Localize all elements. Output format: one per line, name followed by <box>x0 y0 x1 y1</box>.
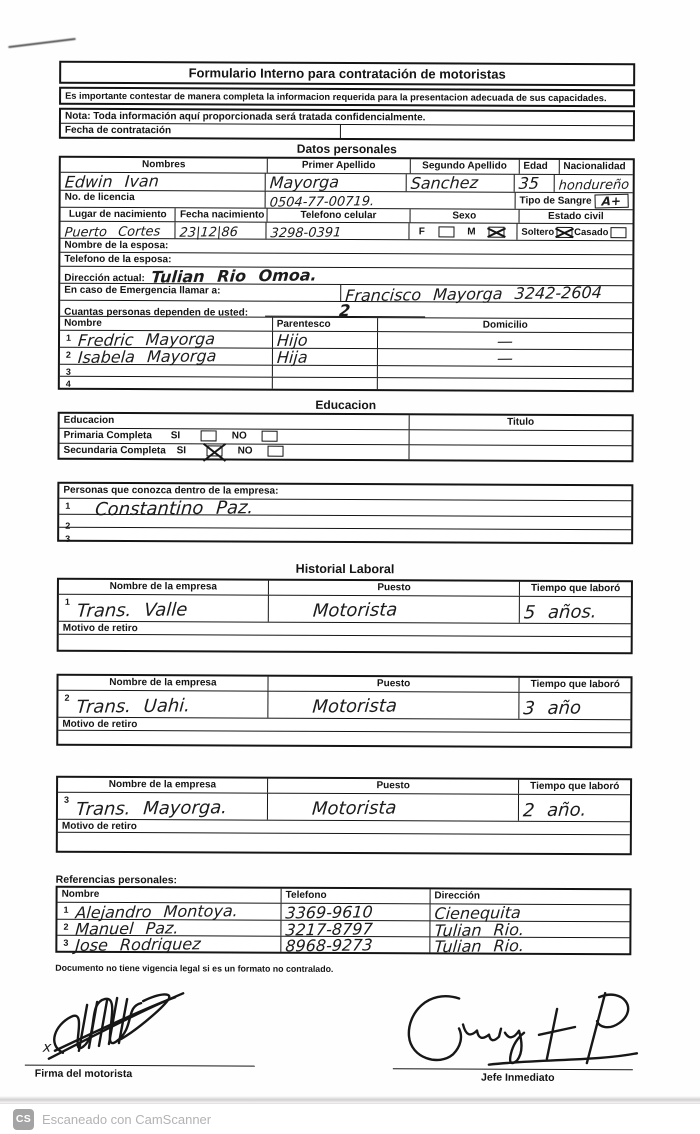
casado-checkbox[interactable] <box>610 227 626 238</box>
estado-civil-field <box>516 224 632 241</box>
dependen-field <box>60 300 632 321</box>
intro-note: Es importante contestar de manera completa la informacion requerida para la presentacion adecuada de sus capacidades. <box>59 87 635 108</box>
tiempo-value: 3 año <box>523 697 583 720</box>
lugar-nacimiento-header: Lugar de nacimiento <box>68 208 167 221</box>
referencia-direccion-header: Dirección <box>429 889 629 904</box>
segundo-apellido-value: Sanchez <box>410 172 479 193</box>
referencia-nombre-value: Alejandro Montoya. <box>74 901 239 923</box>
referencia-telefono-value: 8968-9273 <box>284 935 374 956</box>
row-number: 1 <box>65 332 72 343</box>
dependiente-domicilio-value: — <box>496 348 514 368</box>
edad-header: Edad <box>518 160 558 174</box>
firma-motorista-label: Firma del motorista <box>34 1067 133 1081</box>
nombres-value: Edwin Ivan <box>64 171 160 192</box>
camscanner-text: Escaneado con CamScanner <box>42 1111 212 1127</box>
fecha-contratacion-label: Fecha de contratación <box>61 124 341 138</box>
puesto-header: Puesto <box>268 581 520 596</box>
soltero-checkbox[interactable] <box>556 226 572 237</box>
camscanner-bar <box>0 1103 700 1134</box>
tiempo-header: Tiempo que laboró <box>518 780 630 794</box>
direccion-label: Dirección actual: <box>64 272 145 285</box>
dependiente-row <box>60 347 632 366</box>
motivo-retiro-value <box>59 635 631 652</box>
puesto-value: Motorista <box>311 599 398 622</box>
form-title: Formulario Interno para contratación de motoristas <box>59 61 635 87</box>
no-label: NO <box>237 445 253 457</box>
primer-apellido-value: Mayorga <box>268 172 340 193</box>
referencia-nombre-value: Manuel Paz. <box>74 918 180 939</box>
referencia-row <box>57 934 629 957</box>
puesto-value: Motorista <box>311 695 398 718</box>
no-label: NO <box>231 430 247 442</box>
referencia-direccion-value: Tulian Rio. <box>433 935 525 957</box>
sexo-m-checkbox[interactable] <box>489 226 505 237</box>
primaria-si-checkbox[interactable] <box>201 430 217 441</box>
historial-entry <box>57 578 633 655</box>
lugar-nacimiento-value: Puerto Cortes <box>63 224 161 241</box>
tipo-sangre-box <box>594 194 628 209</box>
licencia-value: 0504-77-00719. <box>269 194 375 211</box>
edad-value: 35 <box>517 173 540 193</box>
dependiente-nombre-value: Isabela Mayorga <box>77 346 218 368</box>
referencia-direccion-value: Tulian Rio. <box>433 919 525 941</box>
primaria-no-checkbox[interactable] <box>262 431 278 442</box>
sexo-header: Sexo <box>409 209 518 222</box>
row-number: 3 <box>63 937 69 948</box>
conocido-row <box>59 527 631 542</box>
dependen-label: Cuantas personas dependen de usted: <box>64 306 249 319</box>
referencias-label: Referencias personales: <box>55 873 178 887</box>
licencia-label: No. de licencia <box>64 191 135 204</box>
dependiente-domicilio-header: Domicilio <box>377 318 632 332</box>
dependiente-parentesco-value: Hija <box>275 347 309 367</box>
primer-apellido-header: Primer Apellido <box>267 159 410 174</box>
segundo-apellido-header: Segundo Apellido <box>410 159 519 173</box>
motivo-retiro-label: Motivo de retiro <box>62 622 138 635</box>
fecha-contratacion-value <box>341 125 633 139</box>
referencia-nombre-header: Nombre <box>61 888 100 900</box>
sexo-m-label: M <box>467 226 476 238</box>
esposa-nombre-label: Nombre de la esposa: <box>64 239 169 252</box>
nombres-header: Nombres <box>142 159 186 171</box>
soltero-label: Soltero <box>521 226 555 238</box>
motivo-retiro-value <box>58 833 630 853</box>
puesto-header: Puesto <box>267 677 519 692</box>
primaria-label: Primaria Completa <box>63 429 152 442</box>
motivo-retiro-value <box>58 731 630 746</box>
secundaria-field <box>59 444 408 460</box>
secundaria-no-checkbox[interactable] <box>267 446 283 457</box>
row-number: 1 <box>65 500 71 511</box>
historial-entry <box>56 776 632 856</box>
form-document <box>34 61 635 1085</box>
dependiente-nombre-header: Nombre <box>64 317 102 329</box>
tiempo-header: Tiempo que laboró <box>519 582 631 596</box>
conocido-row <box>59 497 631 521</box>
legal-note: Documento no tiene vigencia legal si es un formato no contralado. <box>55 962 334 974</box>
tipo-sangre-field <box>515 193 633 210</box>
sexo-f-label: F <box>418 225 425 237</box>
jefe-inmediato-label: Jefe Inmediato <box>481 1071 555 1084</box>
motivo-retiro-label: Motivo de retiro <box>61 820 137 833</box>
empresa-header: Nombre de la empresa <box>109 676 217 689</box>
dependiente-parentesco-header: Parentesco <box>272 318 378 331</box>
si-label: SI <box>170 430 181 442</box>
row-number: 2 <box>65 520 71 531</box>
sexo-field <box>408 223 516 239</box>
historial-heading: Historial Laboral <box>295 561 395 577</box>
row-number: 3 <box>65 366 71 377</box>
empresa-header: Nombre de la empresa <box>108 778 217 791</box>
conocidos-label: Personas que conozca dentro de la empresa: <box>63 484 279 497</box>
row-number: 2 <box>65 349 71 360</box>
nacionalidad-value: hondureño <box>557 177 630 194</box>
empresa-value: Trans. Valle <box>76 599 189 622</box>
dependiente-parentesco-value: Hijo <box>275 330 309 350</box>
fecha-nacimiento-header: Fecha nacimiento <box>175 208 267 221</box>
motorista-signature-block <box>25 979 275 1083</box>
puesto-value: Motorista <box>310 797 398 820</box>
primaria-titulo-value <box>408 430 631 445</box>
tiempo-value: 5 años. <box>523 601 598 624</box>
referencia-telefono-value: 3369-9610 <box>284 902 374 923</box>
historial-entry <box>56 674 632 749</box>
dependiente-domicilio-value: — <box>496 331 514 351</box>
telefono-celular-value: 3298-0391 <box>270 225 343 242</box>
motivo-retiro-label: Motivo de retiro <box>62 718 138 731</box>
confidential-note: Nota: Toda información aquí proporcionada será tratada confidencialmente. <box>64 110 426 124</box>
row-number: 2 <box>63 921 69 932</box>
casado-label: Casado <box>574 226 609 238</box>
dependiente-nombre-value: Fredric Mayorga <box>77 329 216 351</box>
x-mark: x <box>42 1039 52 1056</box>
direccion-value: Tulian Rio Omoa. <box>151 265 318 287</box>
secundaria-si-checkbox[interactable] <box>207 445 223 456</box>
row-number: 1 <box>63 904 69 915</box>
row-number: 3 <box>63 794 70 805</box>
sexo-f-checkbox[interactable] <box>438 226 454 237</box>
emergencia-label: En caso de Emergencia llamar a: <box>64 284 221 297</box>
tipo-sangre-value: A+ <box>601 193 622 209</box>
referencia-nombre-value: Jose Rodriguez <box>74 934 202 955</box>
titulo-col-header: Titulo <box>409 415 632 430</box>
secundaria-label: Secundaria Completa <box>63 444 166 457</box>
empresa-value: Trans. Mayorga. <box>75 797 228 821</box>
empresa-value: Trans. Uahi. <box>75 695 191 718</box>
conocido-value: Constantino Paz. <box>94 497 255 521</box>
referencia-direccion-value: Cienequita <box>433 903 522 924</box>
emergencia-value: Francisco Mayorga 3242-2604 <box>344 282 603 306</box>
referencia-telefono-value: 3217-8797 <box>284 919 374 940</box>
row-number: 3 <box>65 533 71 544</box>
row-number: 2 <box>64 692 70 703</box>
tiempo-value: 2 año. <box>522 799 588 822</box>
tiempo-header: Tiempo que laboró <box>519 678 631 692</box>
row-number: 4 <box>65 378 71 389</box>
nacionalidad-header: Nacionalidad <box>558 160 632 174</box>
direccion-field <box>60 267 632 285</box>
telefono-celular-header: Telefono celular <box>266 209 409 223</box>
row-number: 1 <box>64 596 70 607</box>
dependiente-row <box>60 376 632 390</box>
fecha-nacimiento-value: 23|12|86 <box>178 225 239 241</box>
esposa-telefono-label: Telefono de la esposa: <box>64 253 172 266</box>
jefe-signature-icon <box>393 980 643 1069</box>
scan-page-edge <box>0 1096 700 1103</box>
secundaria-titulo-value <box>408 445 631 460</box>
referencia-telefono-header: Telefono <box>281 889 430 904</box>
motorista-signature-icon <box>25 979 240 1066</box>
puesto-header: Puesto <box>267 779 519 794</box>
jefe-signature-block <box>393 980 643 1084</box>
scan-artifact-mark <box>8 38 76 48</box>
educacion-col-header: Educacion <box>63 414 115 426</box>
primaria-field <box>60 429 409 445</box>
empresa-header: Nombre de la empresa <box>109 580 217 593</box>
dependen-value: 2 <box>338 300 352 321</box>
educacion-heading: Educacion <box>315 397 377 413</box>
camscanner-cs-icon: CS <box>13 1109 34 1130</box>
si-label: SI <box>176 445 187 457</box>
dependen-underline <box>265 300 425 321</box>
datos-personales-heading: Datos personales <box>296 141 397 157</box>
estado-civil-header: Estado civil <box>518 210 632 223</box>
tipo-sangre-label: Tipo de Sangre <box>519 195 592 207</box>
